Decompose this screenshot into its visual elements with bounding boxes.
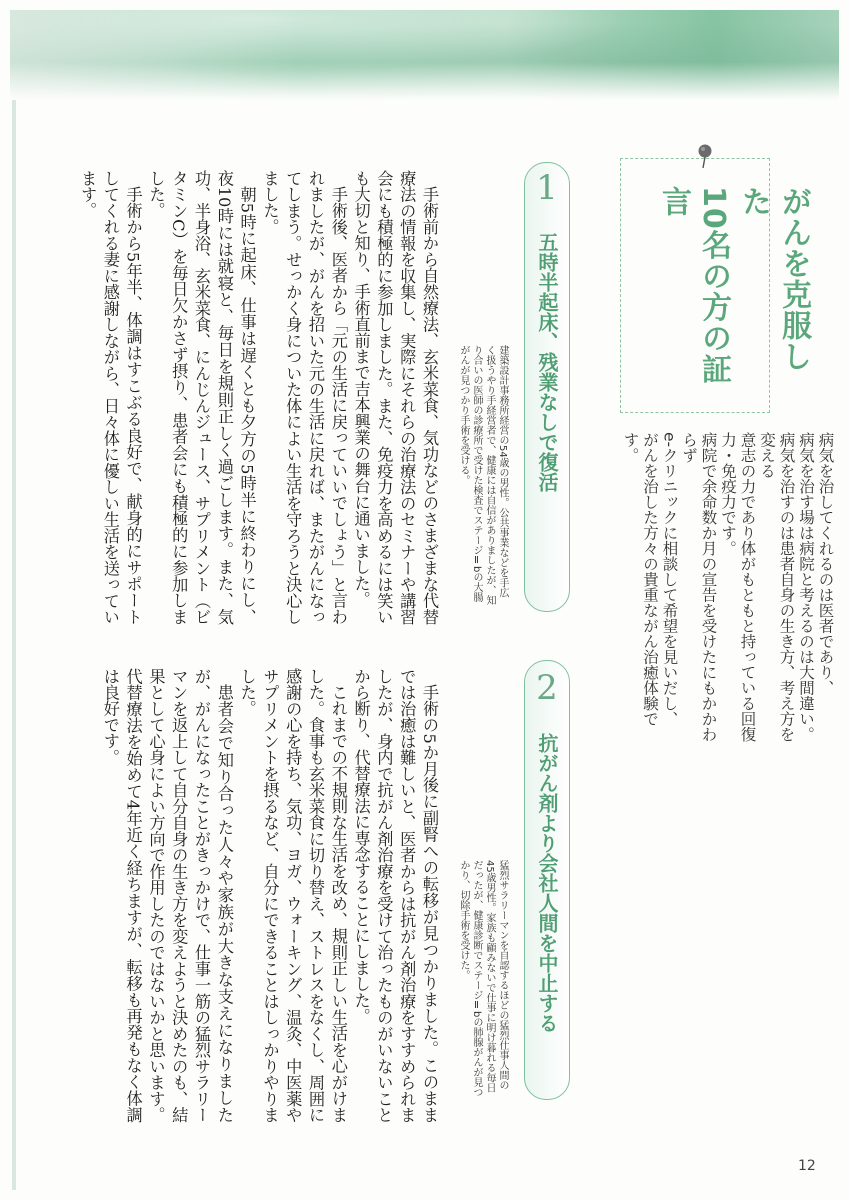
intro-text: [620, 432, 835, 757]
page-title: [653, 186, 813, 396]
body-paragraph: 手術前から自然療法、玄米菜食、気功などのさまざまな代替療法の情報を収集し、実際にそれらの治療法のセミナーや講習会にも積極的に参加しました。また、免疫力を高めるには笑いも大切と知り、手術直前まで吉本興業の舞台に通いました。: [351, 170, 439, 625]
body-paragraph: 患者会で知り合った人々や家族が大きな支えになりましたが、がんになったことがきっかけで、仕事一筋の猛烈サラリーマンを返上して自分自身の生き方を変えようと決めたのも、結果として心身によい方向で作用したのではないかと思います。代替療法を始めて4年近く経ちますが、転移も再発もなく体調は良好です。: [100, 668, 234, 1123]
section-2-profile: 猛烈サラリーマンを自認するほどの猛烈仕事人間の45歳男性。家族も顧みないで仕事に明け暮れる毎日だったが、健康診断でステージⅡbの肺腺がんが見つかり、切除手術を受けた。: [458, 860, 508, 1098]
page-number: 12: [798, 1158, 816, 1174]
body-paragraph: 手術の5か月後に副腎への転移が見つかりました。このままでは治癒は難しいと、医者からは抗がん剤治療をすすめられましたが、身内で抗がん剤治療を受けて治ったものがいないことから断り、代替療法に専念することにしました。: [351, 668, 439, 1123]
section-1-profile: 建築設計事務所経営の54歳の男性。公共事業などを手広く扱うやり手経営者で、健康には自信がありましたが、知り合いの医師の診療所で受けた検査でステージⅡbの大腸がんが見つかり手術を受ける。: [458, 345, 508, 605]
page-title-line1: がんを克服した: [736, 186, 811, 372]
page-edge-rule: [12, 100, 16, 1190]
pushpin-icon: [694, 143, 716, 169]
section-1-title: 五時半起床、残業なしで復活: [535, 232, 559, 492]
page-title-line2: 10名の方の証言: [656, 186, 731, 385]
section-2-number: 2: [536, 668, 558, 708]
body-paragraph: 朝5時に起床、仕事は遅くとも夕方の5時半に終わりにし、夜10時には就寝と、毎日を規則正しく過ごします。また、気功、半身浴、玄米菜食、にんじんジュース、サプリメント（ビタミンC）を毎日欠かさず摂り、患者会にも積極的に参加しました。: [146, 170, 257, 625]
section-1-body: [80, 170, 440, 625]
intro-line: 病気を治してくれるのは医者であり、: [816, 432, 835, 696]
intro-line: 病気を治す場は病院と考えるのは大間違い。: [797, 432, 815, 742]
body-paragraph: 手術後、医者から「元の生活に戻っていいでしょう」と言われましたが、がんを招いた元の生活に戻れば、またがんになってしまう。せっかく身についた体によい生活を守ろうと決心しました。: [260, 170, 348, 625]
intro-line: 病気を治すのは患者自身の生き方、考え方を変える: [758, 432, 796, 742]
intro-line: がんを治した方々の貴重ながん治癒体験です。: [621, 432, 659, 727]
body-paragraph: 手術から5年半、体調はすこぶる良好で、献身的にサポートしてくれる妻に感謝しながら、日々体に優しい生活を送っています。: [78, 170, 143, 625]
section-2-title: 抗がん剤より会社人間を中止する: [535, 733, 559, 1033]
intro-line: 病院で余命数か月の宣告を受けたにもかかわらず: [680, 432, 718, 742]
body-paragraph: これまでの不規則な生活を改め、規則正しい生活を心がけました。食事も玄米菜食に切り替え、ストレスをなくし、周囲に感謝の心を持ち、気功、ヨガ、ウォーキング、温灸、中医薬やサプリメントを摂るなど、自分にできることはしっかりやりました。: [237, 668, 348, 1123]
intro-line: e-クリニックに相談して希望を見いだし、: [660, 432, 679, 727]
intro-line: 意志の力であり体がもともと持っている回復力・免疫力です。: [719, 432, 757, 742]
section-1-number: 1: [536, 168, 558, 208]
header-decoration: [10, 10, 839, 100]
section-2-body: [80, 668, 440, 1123]
